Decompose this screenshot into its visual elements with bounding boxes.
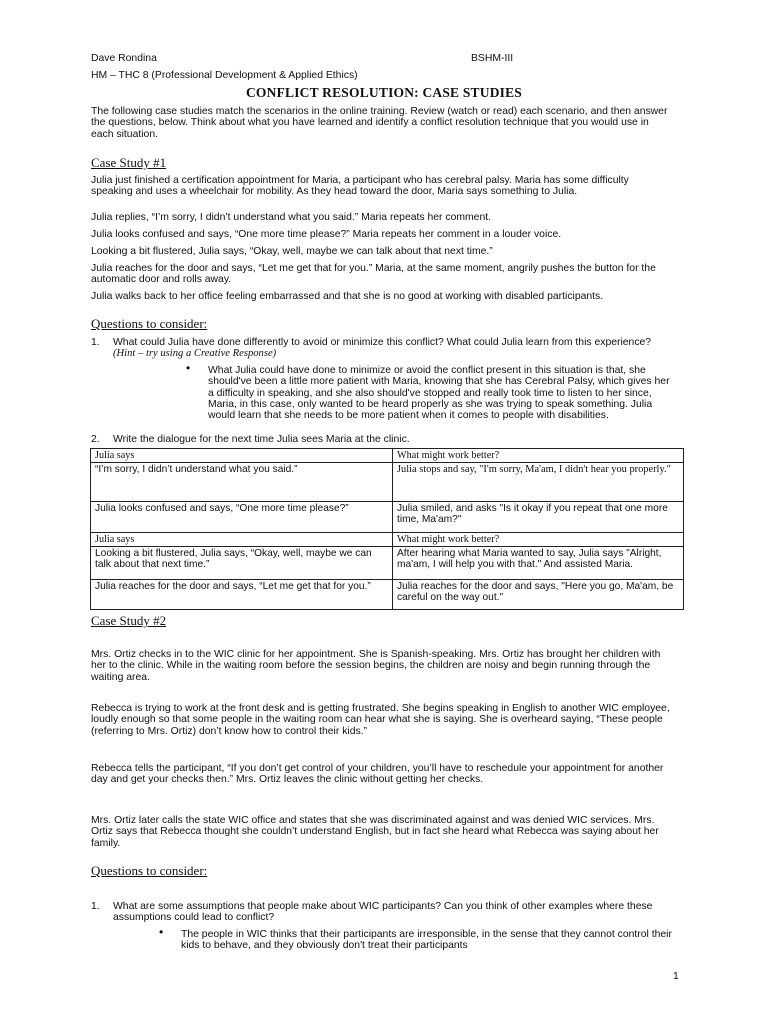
case1-paragraph: Julia walks back to her office feeling embarrassed and that she is no good at working with disabled participants.	[91, 291, 604, 302]
course-code: BSHM-III	[471, 53, 514, 64]
case2-answer-1: The people in WIC thinks that their participants are irresponsible, in the sense that they cannot control their kids to behave, and they obviously don't treat their participants	[181, 929, 672, 952]
table-header-cell: What might work better?	[393, 533, 684, 547]
table-cell: “I’m sorry, I didn’t understand what you said.”	[91, 463, 393, 502]
table-cell: Looking a bit flustered, Julia says, “Okay, well, maybe we can talk about that next time.”	[91, 547, 393, 580]
case1-paragraph: Looking a bit flustered, Julia says, “Okay, well, maybe we can talk about that next time.”	[91, 246, 493, 257]
question-hint: (Hint – try using a Creative Response)	[113, 348, 277, 360]
page-number: 1	[673, 971, 679, 982]
case2-paragraph: Mrs. Ortiz later calls the state WIC office and states that she was discriminated against and was denied WIC services. Mrs. Ortiz says that Rebecca thought she couldn’t understand English, but in fact she heard what Rebecca was saying about her family.	[91, 815, 659, 849]
dialogue-table	[90, 448, 684, 610]
bullet-icon: •	[159, 925, 164, 939]
bullet-icon: •	[186, 361, 191, 375]
table-header-cell: Julia says	[91, 533, 393, 547]
intro-paragraph: The following case studies match the scenarios in the online training. Review (watch or read) each scenario, and then answer the questions, below. Think about what you have learned and identify a conflict resolution technique that you would use in each situation.	[91, 106, 668, 140]
case2-paragraph: Mrs. Ortiz checks in to the WIC clinic for her appointment. She is Spanish-speaking. Mrs. Ortiz has brought her children with her to the clinic. While in the waiting room before the session begins, the children are noisy and begin running through the waiting area.	[91, 649, 661, 683]
table-header-cell: Julia says	[91, 449, 393, 463]
case1-question-1	[113, 337, 673, 360]
table-cell: Julia reaches for the door and says, "Here you go, Ma'am, be careful on the way out."	[393, 580, 684, 610]
table-row	[91, 580, 684, 610]
case1-paragraph: Julia replies, “I’m sorry, I didn’t understand what you said.” Maria repeats her comment.	[91, 212, 492, 223]
table-header-row	[91, 533, 684, 547]
table-cell: Julia smiled, and asks "Is it okay if you repeat that one more time, Ma'am?"	[393, 502, 684, 533]
table-cell: Julia stops and say, "I'm sorry, Ma'am, I didn't hear you properly."	[393, 463, 684, 502]
case1-question-2: Write the dialogue for the next time Julia sees Maria at the clinic.	[113, 434, 410, 445]
table-cell: After hearing what Maria wanted to say, Julia says "Alright, ma'am, I will help you with that." And assisted Maria.	[393, 547, 684, 580]
case1-questions-heading: Questions to consider:	[91, 316, 208, 331]
case1-paragraph: Julia reaches for the door and says, “Let me get that for you.” Maria, at the same moment, angrily pushes the button for the automatic door and rolls away.	[91, 263, 656, 286]
question-text: What could Julia have done differently to avoid or minimize this conflict? What could Julia learn from this experience?	[113, 337, 652, 348]
table-cell: Julia reaches for the door and says, “Let me get that for you.”	[91, 580, 393, 610]
case1-paragraph: Julia looks confused and says, “One more time please?” Maria repeats her comment in a louder voice.	[91, 229, 562, 240]
table-row	[91, 502, 684, 533]
case1-answer-1: What Julia could have done to minimize or avoid the conflict present in this situation is that, she should've been a little more patient with Maria, knowing that she has Cerebral Palsy, which gives her a difficulty in speaking, and she also should've stopped and really took time to listen to her since, Maria, in this case, only wanted to be heard properly as she was trying to speak something. Julia would learn that she needs to be more patient when it comes to people with disabilities.	[208, 365, 670, 422]
case1-paragraph: Julia just finished a certification appointment for Maria, a participant who has cerebral palsy. Maria has some difficulty speaking and uses a wheelchair for mobility. As they head toward the door, Maria says something to Julia.	[91, 175, 629, 198]
table-row	[91, 463, 684, 502]
question-number: 1.	[91, 901, 100, 912]
case2-question-1: What are some assumptions that people make about WIC participants? Can you think of other examples where these assumptions could lead to conflict?	[113, 901, 653, 924]
table-row	[91, 547, 684, 580]
course-title: HM – THC 8 (Professional Development & Applied Ethics)	[91, 70, 358, 81]
table-header-row	[91, 449, 684, 463]
case2-paragraph: Rebecca tells the participant, “If you don’t get control of your children, you’ll have to reschedule your appointment for another day and get your checks then.” Mrs. Ortiz leaves the clinic without getting her checks.	[91, 763, 664, 786]
case-study-2-heading: Case Study #2	[91, 613, 167, 628]
case2-questions-heading: Questions to consider:	[91, 863, 208, 878]
case2-paragraph: Rebecca is trying to work at the front desk and is getting frustrated. She begins speaking in English to another WIC employee, loudly enough so that some people in the waiting room can hear what she is saying. She is overheard saying, “These people (referring to Mrs. Ortiz) don’t know how to control their kids.”	[91, 703, 670, 737]
author-name: Dave Rondina	[91, 53, 157, 64]
question-number: 2.	[91, 434, 100, 445]
case-study-1-heading: Case Study #1	[91, 155, 167, 170]
table-header-cell: What might work better?	[393, 449, 684, 463]
document-title: CONFLICT RESOLUTION: CASE STUDIES	[245, 85, 523, 100]
table-cell: Julia looks confused and says, “One more time please?”	[91, 502, 393, 533]
question-number: 1.	[91, 337, 100, 348]
